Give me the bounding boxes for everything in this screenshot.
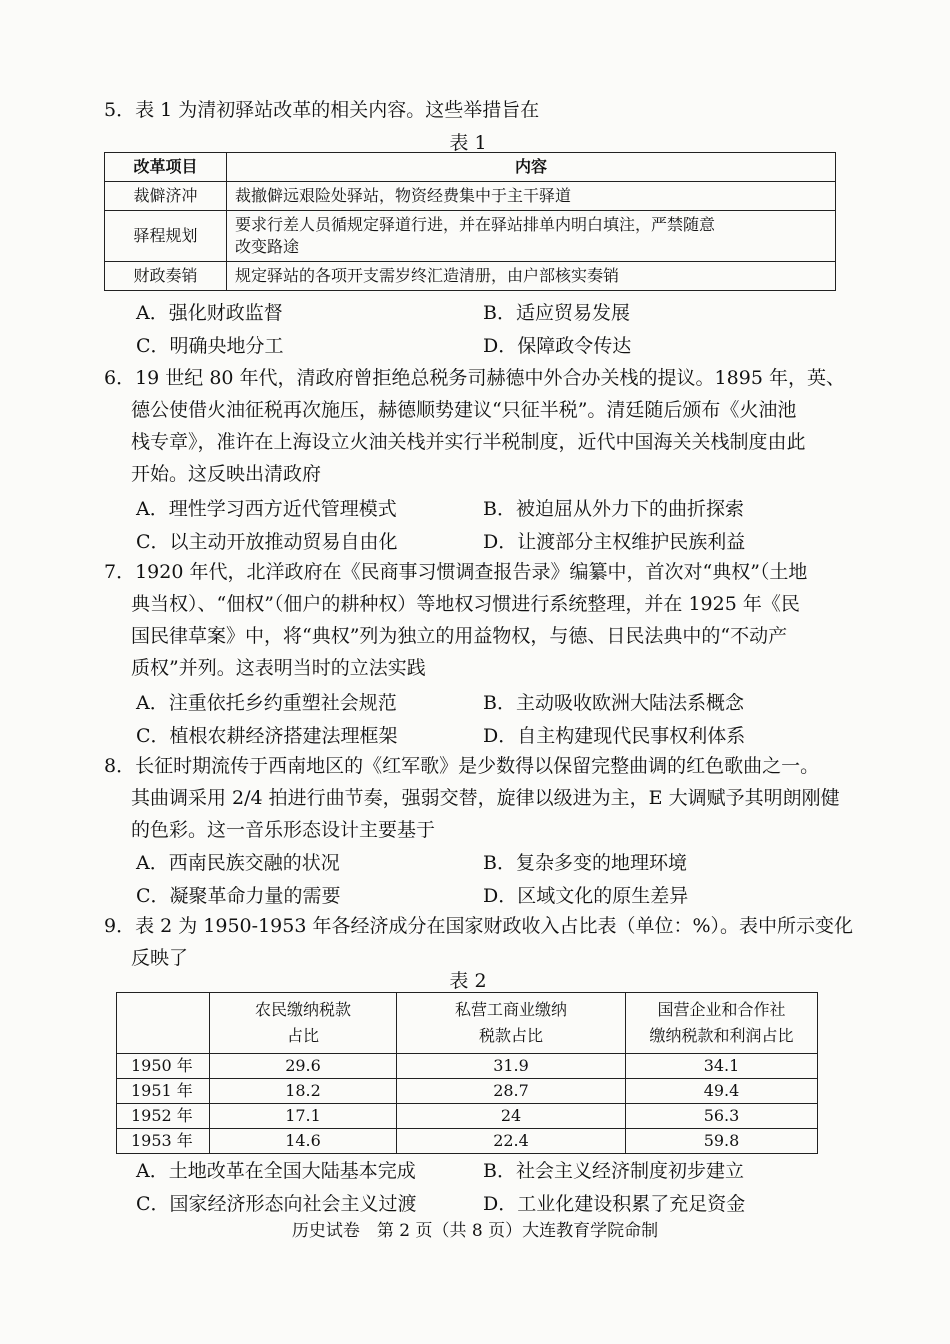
table-1-caption: 表 1 — [449, 132, 487, 154]
table-row — [105, 262, 836, 291]
table-row — [117, 1054, 818, 1079]
table-cell: 财政奏销 — [105, 262, 227, 291]
table-header: 内容 — [227, 153, 836, 182]
option-d: D．自主构建现代民事权利体系 — [483, 725, 746, 747]
table-row — [117, 993, 818, 1054]
table-header — [397, 993, 626, 1054]
question-9 — [104, 910, 854, 974]
option-c: C．明确央地分工 — [136, 335, 284, 357]
table-cell: 31.9 — [397, 1054, 626, 1079]
option-a: A．土地改革在全国大陆基本完成 — [136, 1160, 416, 1182]
option-c: C．以主动开放推动贸易自由化 — [136, 531, 398, 553]
question-6-line: 开始。这反映出清政府 — [131, 463, 322, 485]
question-9-line: 9．表 2 为 1950-1953 年各经济成分在国家财政收入占比表（单位：%）。表中所示变化 — [104, 915, 854, 937]
question-6-line: 栈专章》，准许在上海设立火油关栈并实行半税制度，近代中国海关关栈制度由此 — [131, 431, 806, 453]
option-a: A．理性学习西方近代管理模式 — [136, 498, 397, 520]
question-5-options — [136, 298, 836, 364]
option-d: D．区域文化的原生差异 — [483, 885, 689, 907]
table-header-line: 农民缴纳税款 — [254, 1000, 351, 1019]
table-header — [626, 993, 818, 1054]
option-c: C．植根农耕经济搭建法理框架 — [136, 725, 398, 747]
table-cell: 29.6 — [210, 1054, 397, 1079]
table-row — [105, 153, 836, 182]
table-cell — [227, 211, 836, 262]
table-row — [105, 211, 836, 262]
table-header-line: 缴纳税款和利润占比 — [649, 1026, 794, 1045]
question-6-options — [136, 494, 836, 560]
question-7-line: 典当权）、“佃权”（佃户的耕种权）等地权习惯进行系统整理，并在 1925 年《民 — [131, 593, 800, 615]
question-5 — [104, 94, 844, 126]
question-8 — [104, 750, 844, 846]
table-cell: 28.7 — [397, 1079, 626, 1104]
question-7 — [104, 556, 844, 684]
table-cell: 18.2 — [210, 1079, 397, 1104]
table-cell: 24 — [397, 1104, 626, 1129]
table-cell: 裁僻济冲 — [105, 182, 227, 211]
table-header-line: 私营工商业缴纳 — [454, 1000, 567, 1019]
option-a: A．强化财政监督 — [136, 302, 283, 324]
option-d: D．工业化建设积累了充足资金 — [483, 1193, 746, 1215]
option-c: C．国家经济形态向社会主义过渡 — [136, 1193, 417, 1215]
option-b: B．复杂多变的地理环境 — [483, 852, 687, 874]
table-header-line: 占比 — [286, 1026, 319, 1045]
option-d: D．让渡部分主权维护民族利益 — [483, 531, 746, 553]
option-a: A．注重依托乡约重塑社会规范 — [136, 692, 397, 714]
option-c: C．凝聚革命力量的需要 — [136, 885, 341, 907]
question-9-line: 反映了 — [131, 947, 189, 969]
question-7-line: 质权”并列。这表明当时的立法实践 — [131, 657, 426, 679]
table-cell-line: 改变路途 — [235, 237, 300, 256]
table-header-empty — [117, 993, 210, 1054]
table-row — [117, 1104, 818, 1129]
question-7-options — [136, 688, 836, 754]
table-cell: 56.3 — [626, 1104, 818, 1129]
option-d: D．保障政令传达 — [483, 335, 632, 357]
question-8-line: 8．长征时期流传于西南地区的《红军歌》是少数得以保留完整曲调的红色歌曲之一。 — [104, 755, 820, 777]
table-row — [117, 1079, 818, 1104]
option-b: B．社会主义经济制度初步建立 — [483, 1160, 744, 1182]
table-cell: 59.8 — [626, 1129, 818, 1154]
question-9-options — [136, 1156, 836, 1222]
table-cell: 14.6 — [210, 1129, 397, 1154]
table-cell-year: 1953 年 — [117, 1129, 210, 1154]
table-cell: 22.4 — [397, 1129, 626, 1154]
question-8-options — [136, 848, 836, 914]
question-6 — [104, 362, 844, 490]
table-header-line: 税款占比 — [478, 1026, 543, 1045]
table-1 — [104, 152, 836, 291]
question-8-line: 的色彩。这一音乐形态设计主要基于 — [131, 819, 436, 841]
option-b: B．适应贸易发展 — [483, 302, 630, 324]
table-cell: 规定驿站的各项开支需岁终汇造清册，由户部核实奏销 — [227, 262, 836, 291]
question-8-line: 其曲调采用 2/4 拍进行曲节奏，强弱交替，旋律以级进为主，E 大调赋予其明朗刚健 — [131, 787, 840, 809]
table-header-line: 国营企业和合作社 — [657, 1000, 786, 1019]
table-cell-year: 1952 年 — [117, 1104, 210, 1129]
table-row — [105, 182, 836, 211]
option-a: A．西南民族交融的状况 — [136, 852, 340, 874]
page-footer: 历史试卷 第 2 页（共 8 页）大连教育学院命制 — [291, 1221, 659, 1241]
table-row — [117, 1129, 818, 1154]
option-b: B．主动吸收欧洲大陆法系概念 — [483, 692, 744, 714]
table-cell-line: 要求行差人员循规定驿道行进，并在驿站排单内明白填注，严禁随意 — [235, 215, 716, 234]
question-7-line: 7．1920 年代，北洋政府在《民商事习惯调查报告录》编纂中，首次对“典权”（土地 — [104, 561, 808, 583]
table-cell: 17.1 — [210, 1104, 397, 1129]
option-b: B．被迫屈从外力下的曲折探索 — [483, 498, 744, 520]
table-2-caption: 表 2 — [449, 970, 487, 992]
table-cell-year: 1950 年 — [117, 1054, 210, 1079]
question-7-line: 国民律草案》中，将“典权”列为独立的用益物权，与德、日民法典中的“不动产 — [131, 625, 788, 647]
table-cell: 驿程规划 — [105, 211, 227, 262]
table-cell: 裁撤僻远艰险处驿站，物资经费集中于主干驿道 — [227, 182, 836, 211]
question-6-line: 德公使借火油征税再次施压，赫德顺势建议“只征半税”。清廷随后颁布《火油池 — [131, 399, 797, 421]
table-header: 改革项目 — [105, 153, 227, 182]
question-6-line: 6．19 世纪 80 年代，清政府曾拒绝总税务司赫德中外合办关栈的提议。1895 年，英、 — [104, 367, 845, 389]
table-header — [210, 993, 397, 1054]
question-5-stem: 5．表 1 为清初驿站改革的相关内容。这些举措旨在 — [104, 99, 540, 121]
table-cell: 34.1 — [626, 1054, 818, 1079]
table-cell: 49.4 — [626, 1079, 818, 1104]
table-cell-year: 1951 年 — [117, 1079, 210, 1104]
table-2 — [116, 992, 818, 1154]
